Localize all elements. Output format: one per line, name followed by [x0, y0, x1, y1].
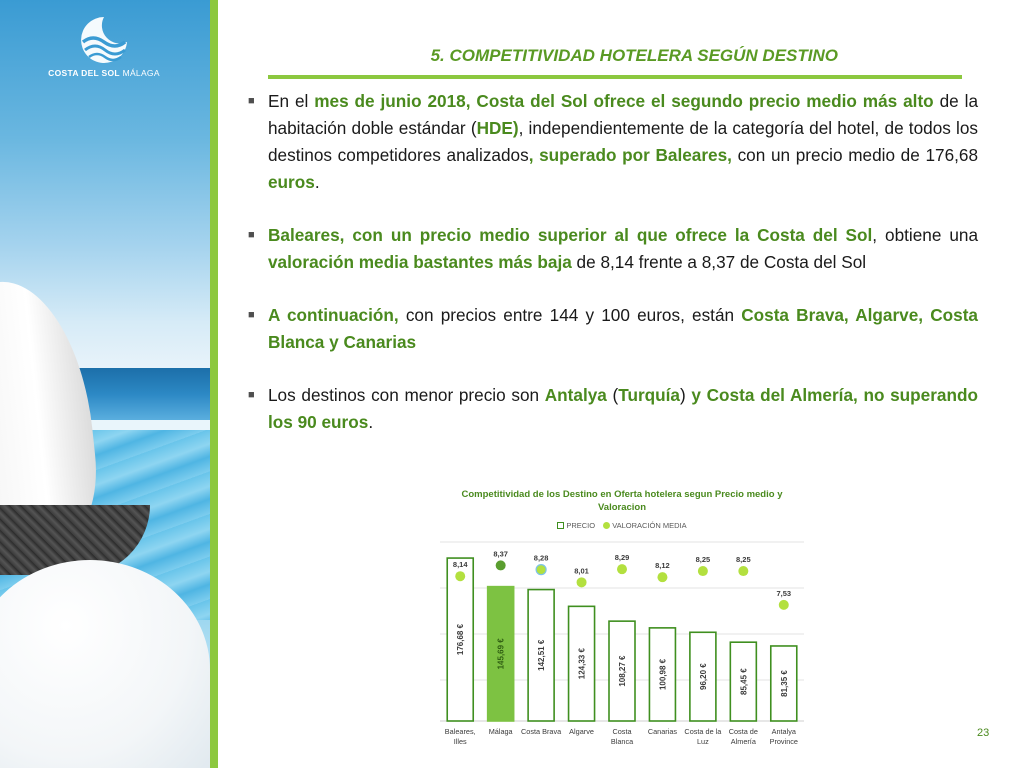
- highlight-text: mes de junio 2018, Costa del Sol ofrece el segundo precio medio más alto: [314, 91, 934, 111]
- rating-label: 8,12: [655, 561, 670, 571]
- rating-label: 8,29: [614, 553, 630, 563]
- page-number: 23: [977, 727, 990, 739]
- sidebar-photo: [0, 0, 214, 768]
- price-label: 81,35 €: [779, 670, 789, 697]
- body-text: , obtiene una: [872, 225, 979, 245]
- bullet-item: [246, 222, 978, 276]
- category-label: Canarias: [647, 727, 678, 736]
- category-label: Costa de: [728, 727, 758, 736]
- highlight-text: Costa Brava, Algarve, Costa Blanca y Canarias: [268, 305, 978, 352]
- title-divider: [268, 75, 962, 79]
- legend-swatch-valoracion: [603, 522, 610, 529]
- bullet-item: [246, 302, 978, 356]
- accent-stripe: [210, 0, 218, 768]
- highlight-text: , superado por Baleares,: [528, 145, 732, 165]
- category-label: Luz: [697, 737, 709, 746]
- body-text: (: [606, 385, 619, 405]
- price-label: 176,68 €: [456, 623, 466, 656]
- square-bullet-icon: ■: [248, 95, 255, 107]
- brand-logo: [44, 14, 164, 78]
- rating-label: 8,01: [574, 566, 589, 576]
- brand-name: [44, 68, 164, 78]
- page-title: 5. COMPETITIVIDAD HOTELERA SEGÚN DESTINO: [430, 46, 838, 65]
- price-label: 124,33 €: [577, 648, 587, 680]
- rating-dot: [698, 566, 708, 576]
- rating-dot: [536, 565, 546, 575]
- rating-dot: [577, 577, 587, 587]
- brand-name-bold: COSTA DEL SOL: [48, 68, 120, 78]
- body-text: , independientemente de la categoría del hotel, de todos los destinos competidores analizados: [268, 118, 978, 165]
- rating-label: 7,53: [776, 588, 792, 598]
- highlight-text: A continuación,: [268, 305, 399, 325]
- rating-label: 8,28: [533, 553, 549, 563]
- rating-dot: [617, 564, 627, 574]
- bullet-item: [246, 382, 978, 436]
- body-text: con precios entre 144 y 100 euros, están: [398, 305, 742, 325]
- chart-legend: [532, 521, 712, 531]
- destination-chart: [432, 484, 812, 760]
- body-text: .: [314, 172, 320, 192]
- highlight-text: euros: [268, 172, 315, 192]
- body-text: de la habitación doble estándar (: [268, 91, 978, 138]
- rating-dot: [738, 566, 748, 576]
- highlight-text: valoración media bastantes más baja: [268, 252, 572, 272]
- square-bullet-icon: ■: [248, 229, 255, 241]
- category-label: Málaga: [488, 727, 513, 736]
- highlight-text: Turquía: [618, 385, 680, 405]
- category-label: Almería: [730, 737, 756, 746]
- legend-label-valoracion: VALORACIÓN MEDIA: [612, 521, 687, 530]
- bullet-text: [268, 225, 978, 272]
- rating-label: 8,25: [695, 555, 711, 565]
- category-label: Algarve: [569, 727, 594, 736]
- price-label: 96,20 €: [698, 663, 708, 690]
- category-label: Baleares,: [444, 727, 476, 736]
- rating-label: 8,37: [493, 549, 508, 559]
- body-text: .: [368, 412, 374, 432]
- bullet-text: [268, 385, 978, 432]
- highlight-text: Antalya: [544, 385, 607, 405]
- rating-label: 8,14: [452, 560, 468, 570]
- highlight-text: y Costa del Almería, no superando los 90 euros: [268, 385, 978, 432]
- category-label: Costa de la: [684, 727, 722, 736]
- category-label: Costa Brava: [521, 727, 562, 736]
- rating-label: 8,25: [736, 555, 751, 565]
- wave-sun-icon: [77, 14, 131, 64]
- highlight-text: Baleares, con un precio medio superior al que ofrece la Costa del Sol: [268, 225, 873, 245]
- square-bullet-icon: ■: [248, 309, 255, 321]
- legend-item-precio: [557, 521, 595, 530]
- bullet-text: [268, 305, 978, 352]
- body-text: En el: [268, 91, 315, 111]
- square-bullet-icon: ■: [248, 389, 255, 401]
- rating-dot: [455, 571, 465, 581]
- rating-dot: [657, 572, 667, 582]
- category-label: Province: [769, 737, 798, 746]
- rating-dot: [496, 560, 506, 570]
- brand-name-light: MÁLAGA: [119, 68, 160, 78]
- bullet-list: [246, 88, 978, 462]
- rating-dot: [779, 600, 789, 610]
- category-label: Antalya: [771, 727, 796, 736]
- highlight-text: HDE): [476, 118, 519, 138]
- price-label: 100,98 €: [658, 658, 668, 691]
- price-label: 142,51 €: [537, 639, 547, 671]
- price-label: 108,27 €: [618, 655, 627, 687]
- bullet-text: [268, 91, 978, 192]
- category-label: Costa: [612, 727, 632, 736]
- chart-title: Competitividad de los Destino en Oferta hotelera segun Precio medio y Valoracion: [461, 489, 783, 513]
- category-label: Illes: [453, 737, 467, 746]
- body-text: con un precio medio de 176,68: [731, 145, 979, 165]
- bullet-item: [246, 88, 978, 196]
- price-label: 145,69 €: [496, 638, 506, 670]
- legend-label-precio: PRECIO: [566, 521, 596, 530]
- body-text: ): [680, 385, 692, 405]
- price-label: 85,45 €: [739, 668, 749, 695]
- body-text: Los destinos con menor precio son: [268, 385, 545, 405]
- category-label: Blanca: [610, 737, 634, 746]
- body-text: de 8,14 frente a 8,37 de Costa del Sol: [571, 252, 867, 272]
- legend-item-valoracion: [603, 521, 686, 530]
- legend-swatch-precio: [557, 522, 564, 529]
